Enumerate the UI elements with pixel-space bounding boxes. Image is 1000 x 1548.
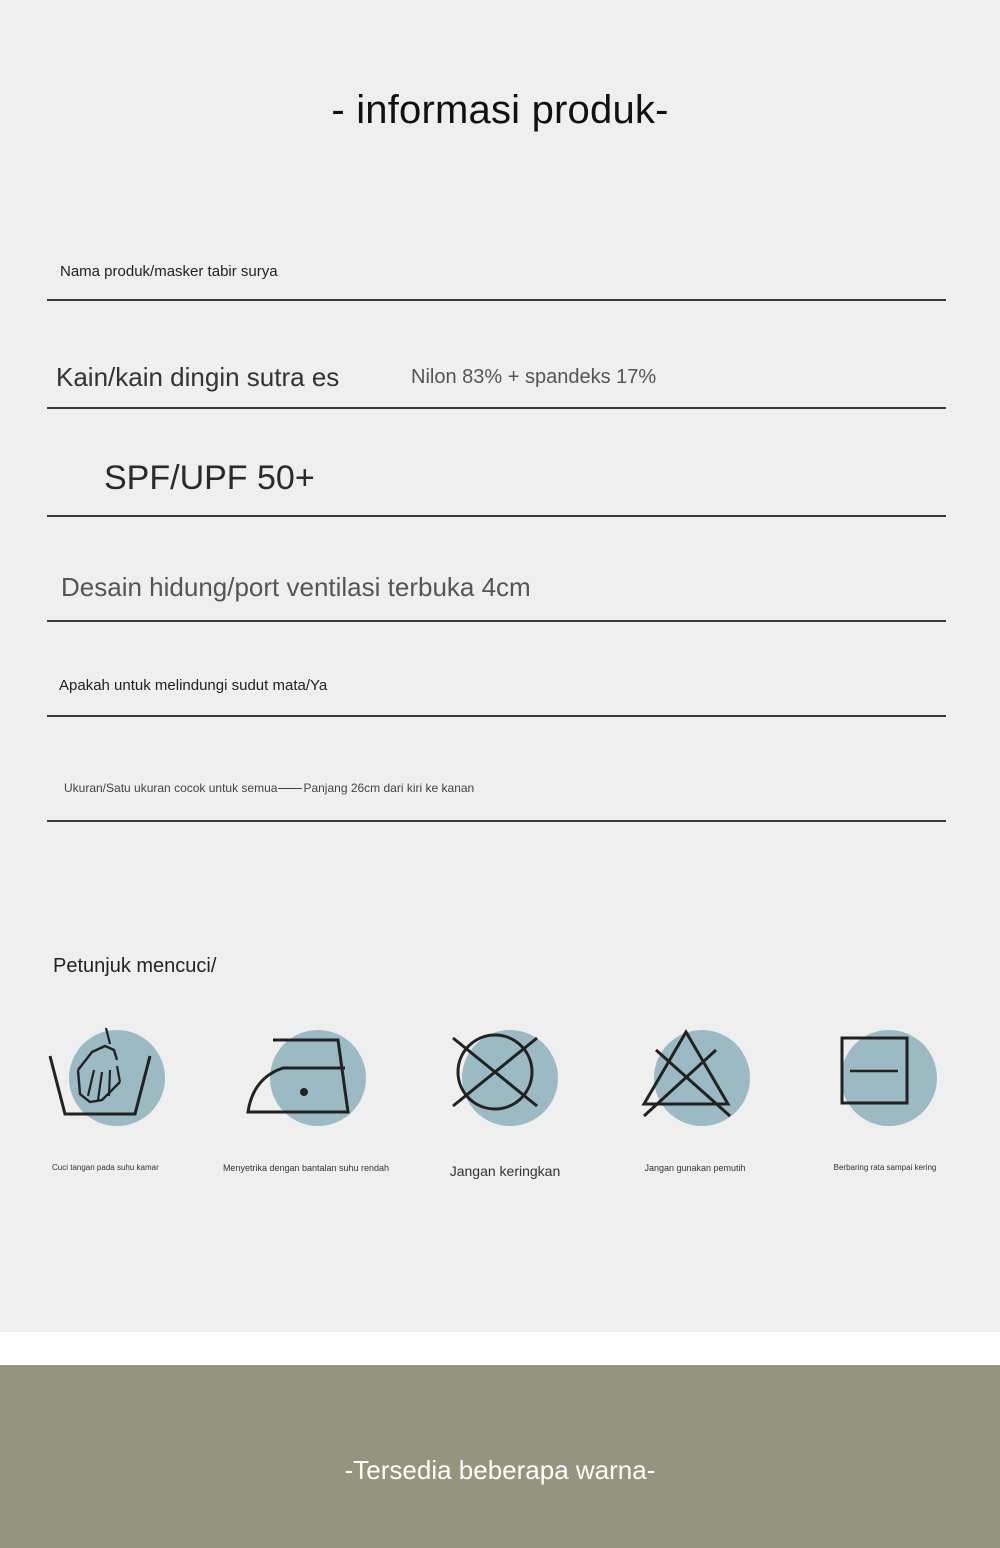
care-label-no-bleach: Jangan gunakan pemutih xyxy=(644,1163,746,1173)
size-value: Panjang 26cm dari kiri ke kanan xyxy=(303,781,475,795)
dry-flat-icon xyxy=(790,1020,980,1150)
row-divider xyxy=(47,715,946,717)
hand-wash-icon xyxy=(10,1020,200,1150)
eye-protection-row: Apakah untuk melindungi sudut mata/Ya xyxy=(59,677,328,694)
row-divider xyxy=(47,407,946,409)
fabric-composition: Nilon 83% + spandeks 17% xyxy=(411,366,657,388)
do-not-tumble-dry-icon xyxy=(410,1020,600,1150)
colors-banner-text: -Tersedia beberapa warna- xyxy=(344,1455,656,1485)
size-label: Ukuran/Satu ukuran cocok untuk semua xyxy=(64,781,278,795)
row-divider xyxy=(47,515,946,517)
care-label-dry-flat: Berbaring rata sampai kering xyxy=(833,1163,937,1172)
do-not-bleach-icon xyxy=(600,1020,790,1150)
size-separator xyxy=(278,788,302,789)
iron-low-icon xyxy=(205,1020,395,1150)
care-item-iron xyxy=(205,1020,395,1200)
care-item-no-dry xyxy=(410,1020,600,1200)
care-item-dry-flat xyxy=(790,1020,980,1200)
care-label-iron: Menyetrika dengan bantalan suhu rendah xyxy=(222,1163,390,1173)
size-row xyxy=(64,781,474,795)
row-divider xyxy=(47,299,946,301)
care-item-no-bleach xyxy=(600,1020,790,1200)
care-label-no-dry: Jangan keringkan xyxy=(449,1163,561,1179)
row-divider xyxy=(47,820,946,822)
nose-design-row: Desain hidung/port ventilasi terbuka 4cm xyxy=(61,572,531,602)
row-divider xyxy=(47,620,946,622)
washing-heading: Petunjuk mencuci/ xyxy=(53,955,217,977)
product-name-row: Nama produk/masker tabir surya xyxy=(60,263,278,280)
care-label-hand-wash: Cuci tangan pada suhu kamar xyxy=(52,1163,159,1172)
fabric-row: Kain/kain dingin sutra es xyxy=(56,362,340,392)
section-separator xyxy=(0,1332,1000,1365)
care-item-hand-wash xyxy=(10,1020,200,1200)
spf-row: SPF/UPF 50+ xyxy=(104,459,315,497)
page-title: - informasi produk- xyxy=(331,88,669,132)
